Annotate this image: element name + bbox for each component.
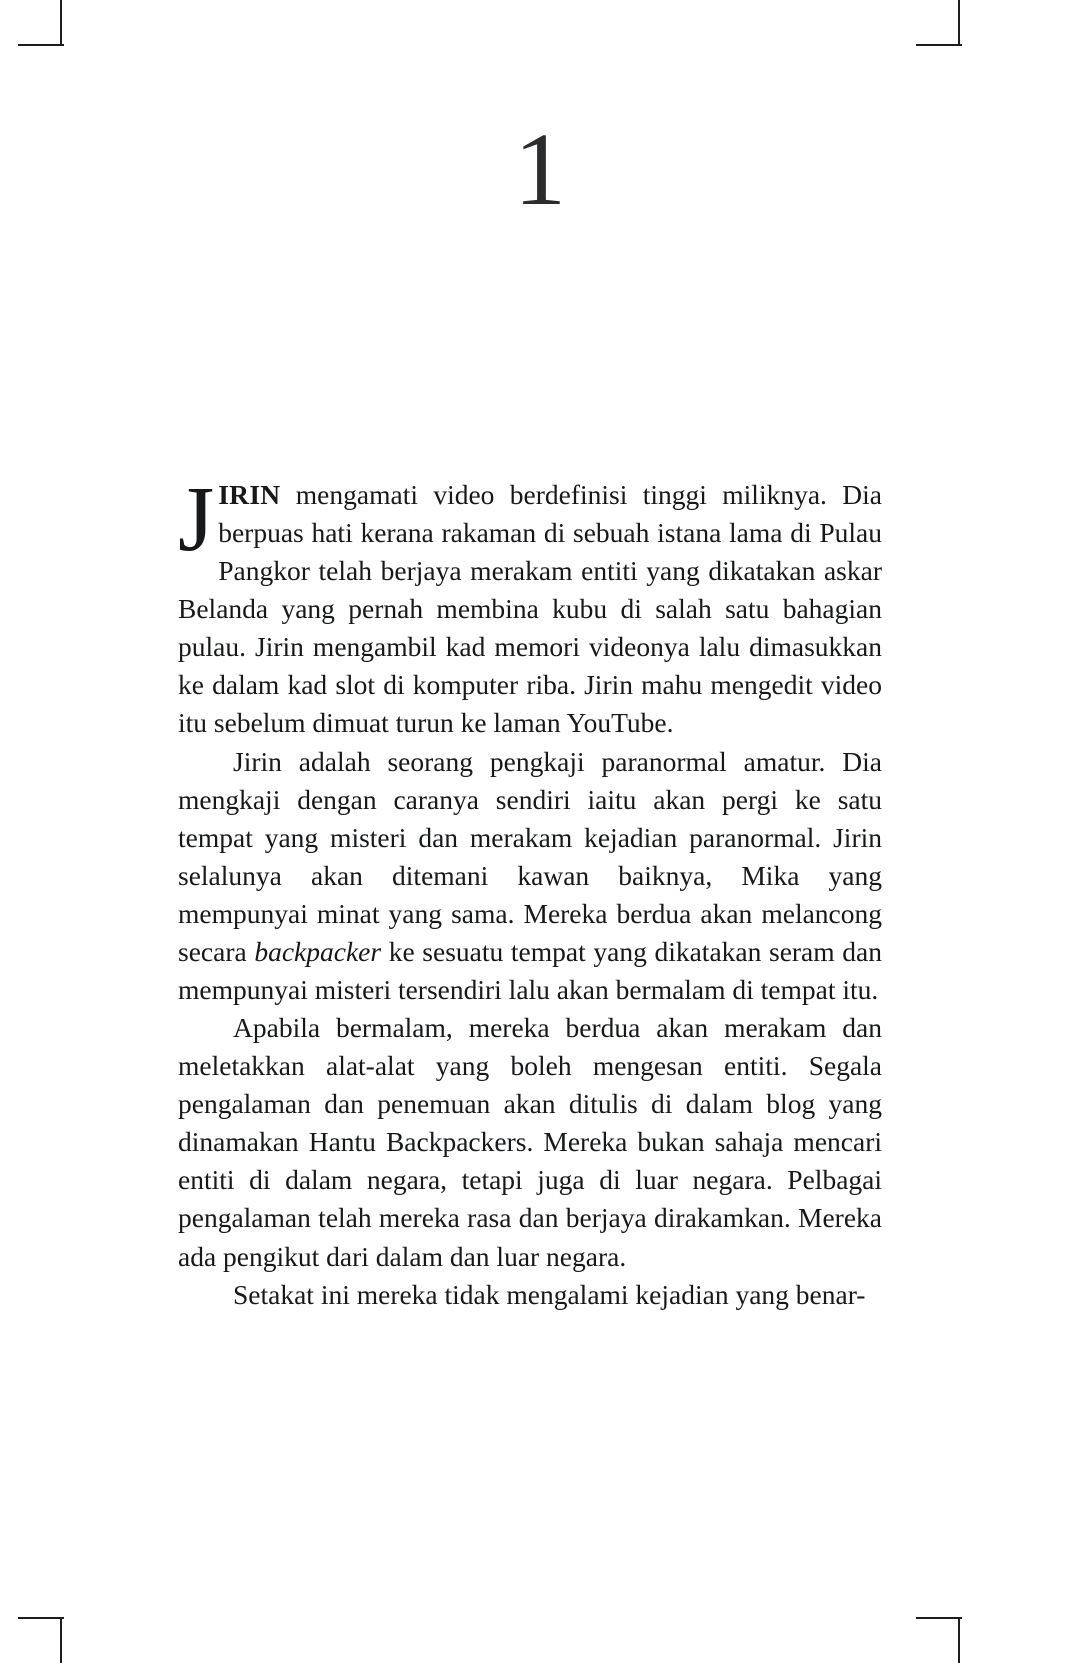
- crop-mark-top-right-vertical: [958, 0, 960, 46]
- crop-mark-bottom-right-vertical: [958, 1617, 960, 1663]
- paragraph-1: [178, 468, 882, 743]
- crop-mark-top-left-horizontal: [18, 44, 64, 46]
- paragraph-2: [178, 743, 882, 1010]
- paragraph-2-text-part1: Jirin adalah seorang pengkaji paranormal amatur. Dia mengkaji dengan caranya sendiri iaitu akan pergi ke satu tempat yang misteri dan merakam kejadian paranormal. Jirin selalunya akan ditemani kawan baiknya, Mika yang mempunyai minat yang sama. Mereka berdua akan melancong secara: [178, 745, 882, 967]
- body-text: [178, 468, 882, 1314]
- paragraph-1-text: mengamati video berdefinisi tinggi miliknya. Dia berpuas hati kerana rakaman di sebuah istana lama di Pulau Pangkor telah berjaya merakam entiti yang dikatakan askar Belanda yang pernah membina kubu di salah satu bahagian pulau. Jirin mengambil kad memori videonya lalu dimasukkan ke dalam kad slot di komputer riba. Jirin mahu mengedit video itu sebelum dimuat turun ke laman YouTube.: [178, 479, 882, 739]
- paragraph-2-text-part2: ke sesuatu tempat yang dikatakan seram dan mempunyai misteri tersendiri lalu akan bermalam di tempat itu.: [178, 935, 882, 1006]
- drop-cap: J: [178, 468, 215, 571]
- italic-term-backpacker: backpacker: [254, 935, 382, 967]
- opening-word: IRIN: [218, 479, 281, 510]
- paragraph-3: Apabila bermalam, mereka berdua akan merakam dan meletakkan alat-alat yang boleh mengesan entiti. Segala pengalaman dan penemuan akan ditulis di dalam blog yang dinamakan Hantu Backpackers. Mereka bukan sahaja mencari entiti di dalam negara, tetapi juga di luar negara. Pelbagai pengalaman telah mereka rasa dan berjaya dirakamkan. Mereka ada pengikut dari dalam dan luar negara.: [178, 1012, 882, 1272]
- crop-mark-top-right-horizontal: [916, 44, 962, 46]
- crop-mark-bottom-right-horizontal: [916, 1617, 962, 1619]
- crop-mark-top-left-vertical: [60, 0, 62, 46]
- crop-mark-bottom-left-vertical: [60, 1617, 62, 1663]
- chapter-number: 1: [514, 112, 566, 227]
- paragraph-4: Setakat ini mereka tidak mengalami kejadian yang benar-: [233, 1278, 866, 1310]
- crop-mark-bottom-left-horizontal: [18, 1617, 64, 1619]
